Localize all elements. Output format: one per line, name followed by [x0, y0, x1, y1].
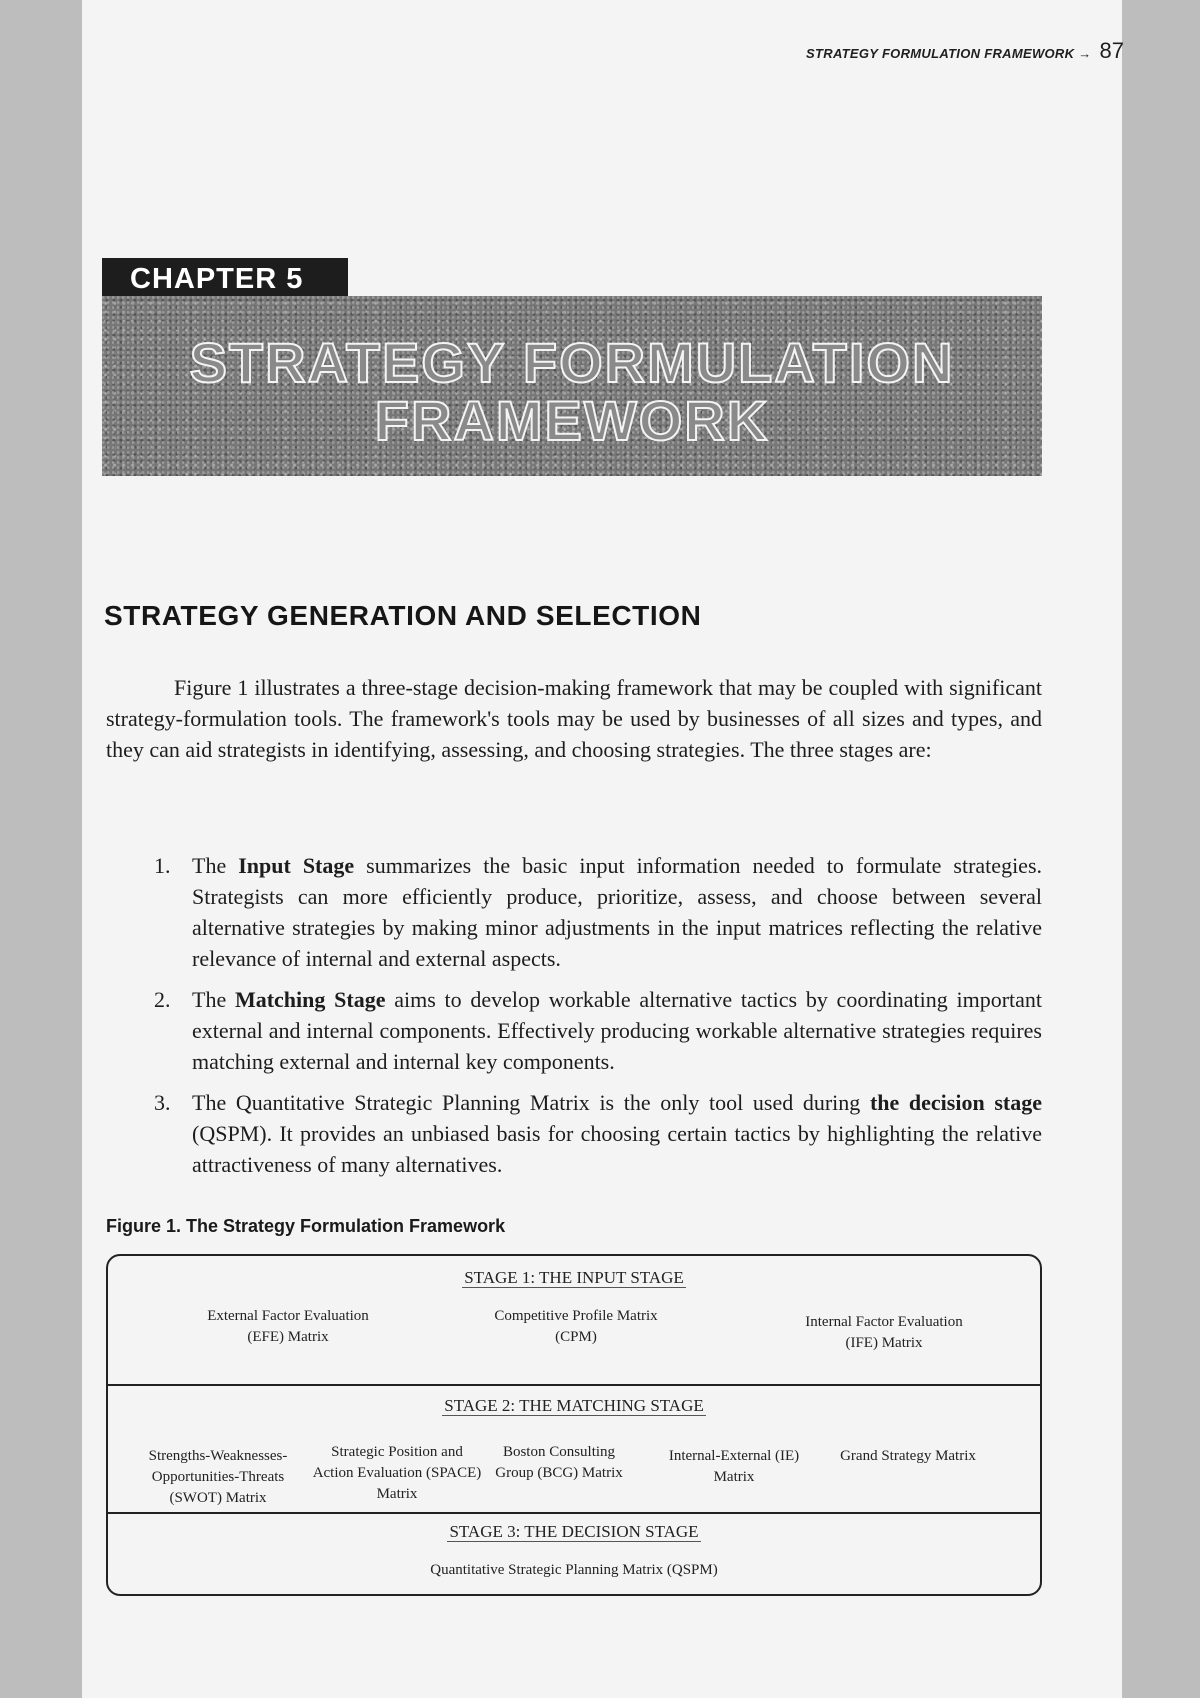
list-text-post: aims to develop workable alternative tactics by coordinating important external and internal components. Effectively producing workable alternative strategies requires matching external and internal key components. — [192, 987, 1043, 1074]
list-text-post: summarizes the basic input information needed to formulate strategies. Strategists can more efficiently produce, prioritize, assess, and choose between several alternative strategies by making minor adjustments in the input matrices reflecting the relative relevance of internal and external aspects. — [192, 853, 1043, 971]
stage-3-title: STAGE 3: THE DECISION STAGE — [449, 1522, 699, 1541]
figure-caption: Figure 1. The Strategy Formulation Framework — [106, 1216, 506, 1236]
running-head-title: STRATEGY FORMULATION FRAMEWORK → — [806, 46, 1092, 61]
stage-1-title: STAGE 1: THE INPUT STAGE — [464, 1268, 684, 1287]
list-number: 2. — [154, 987, 171, 1012]
list-text-post: (QSPM). It provides an unbiased basis for choosing certain tactics by highlighting the relative attractiveness of many alternatives. — [192, 1121, 1042, 1177]
page-number: 87 — [1099, 38, 1124, 63]
list-number: 3. — [154, 1090, 171, 1115]
tool-cpm-matrix: Competitive Profile Matrix (CPM) — [494, 1308, 658, 1345]
stage-3-row — [108, 1512, 1040, 1596]
framework-diagram — [106, 1254, 1042, 1596]
chapter-label: CHAPTER 5 — [102, 258, 348, 300]
tool-space-matrix: Strategic Position and Action Evaluation (SPACE) Matrix — [312, 1444, 482, 1502]
list-text-bold: Matching Stage — [234, 987, 386, 1012]
tool-ife-matrix: Internal Factor Evaluation (IFE) Matrix — [805, 1314, 963, 1351]
tool-efe-matrix: External Factor Evaluation (EFE) Matrix — [207, 1308, 369, 1345]
stage-2-title: STAGE 2: THE MATCHING STAGE — [444, 1396, 704, 1415]
stage-2-row — [108, 1384, 1040, 1514]
tool-qspm-matrix: Quantitative Strategic Planning Matrix (QSPM) — [430, 1562, 718, 1578]
chapter-title-line-1: STRATEGY FORMULATION — [189, 331, 955, 394]
section-heading: STRATEGY GENERATION AND SELECTION — [104, 600, 702, 631]
list-text-pre: The — [192, 987, 235, 1012]
tool-swot-matrix: Strengths-Weaknesses-Opportunities-Threats (SWOT) Matrix — [148, 1448, 288, 1506]
list-text-bold: Input Stage — [238, 853, 355, 878]
tool-bcg-matrix: Boston Consulting Group (BCG) Matrix — [495, 1444, 623, 1481]
chapter-title-banner — [102, 296, 1042, 476]
list-item — [106, 984, 1042, 1077]
list-text-pre: The — [192, 853, 239, 878]
stages-list — [106, 850, 1042, 1190]
chapter-title-line-2: FRAMEWORK — [374, 389, 770, 452]
list-text-pre: The Quantitative Strategic Planning Matrix is the only tool used during — [192, 1090, 870, 1115]
list-number: 1. — [154, 853, 171, 878]
list-item — [106, 850, 1042, 974]
tool-ie-matrix: Internal-External (IE) Matrix — [668, 1448, 800, 1485]
stage-1-row — [108, 1256, 1040, 1386]
intro-paragraph: Figure 1 illustrates a three-stage decision-making framework that may be coupled with significant strategy-formulation tools. The framework's tools may be used by businesses of all sizes and types, and they can aid strategists in identifying, assessing, and choosing strategies. The three stages are: — [106, 675, 1042, 762]
tool-grand-strategy-matrix: Grand Strategy Matrix — [840, 1448, 976, 1464]
book-page — [82, 0, 1122, 1698]
list-text-bold: the decision stage — [869, 1090, 1042, 1115]
running-head — [714, 38, 1124, 64]
list-item — [106, 1087, 1042, 1180]
